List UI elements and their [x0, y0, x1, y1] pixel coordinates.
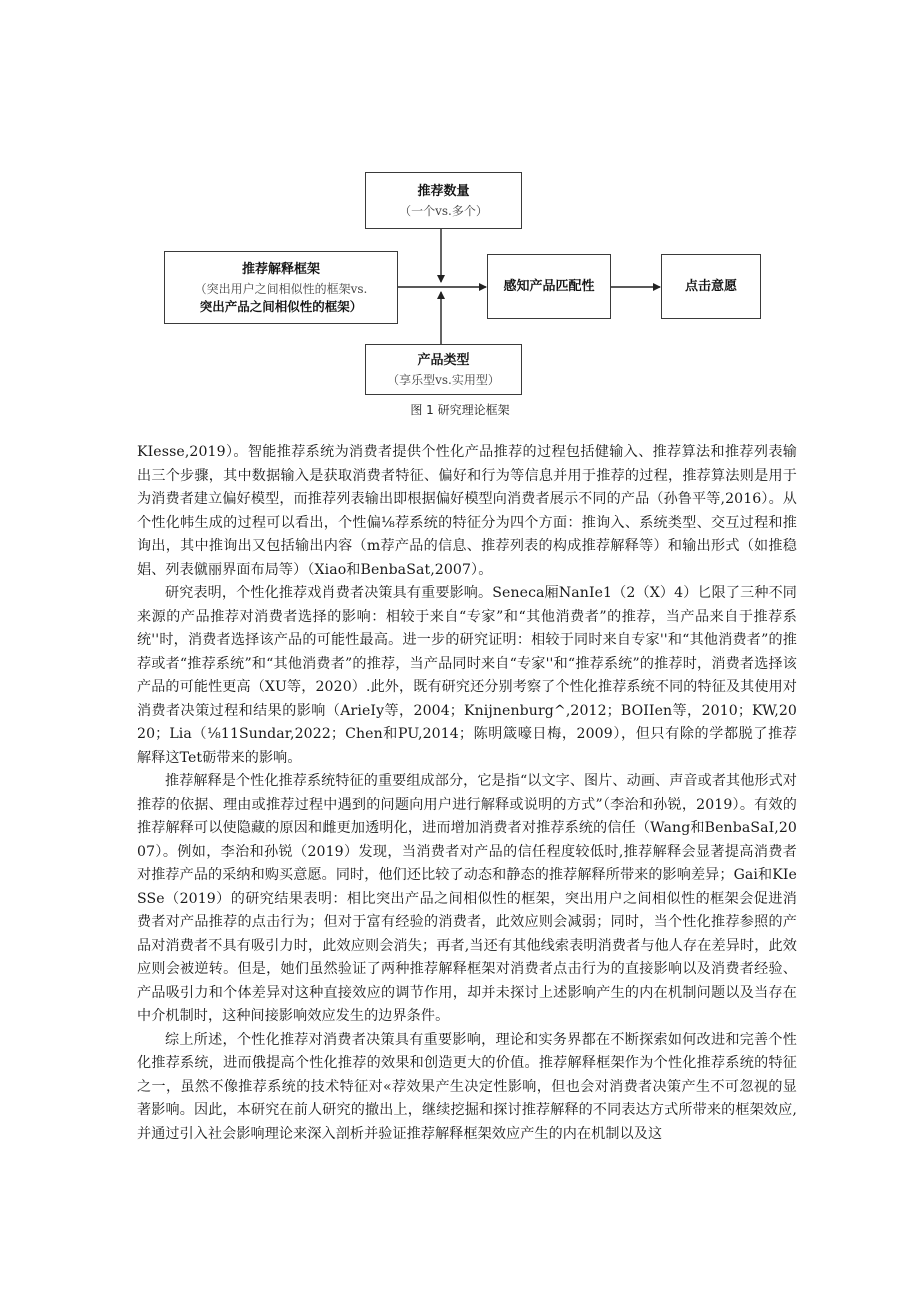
product-type-title: 产品类型 [417, 352, 470, 368]
recommendation-quantity-title: 推荐数量 [417, 183, 470, 199]
click-intention-title: 点击意愿 [684, 278, 737, 294]
explanation-framing-level-1: （突出用户之间相似性的框架vs. [194, 281, 368, 296]
recommendation-quantity-levels: （一个vs.多个） [399, 203, 488, 218]
explanation-framing-title: 推荐解释框架 [241, 261, 320, 277]
explanation-framing-level-2: 突出产品之间相似性的框架） [199, 298, 363, 314]
perceived-fit-title: 感知产品匹配性 [503, 278, 595, 294]
figure-caption: 图 1 研究理论框架 [410, 403, 510, 417]
product-type-levels: （享乐型vs.实用型） [387, 372, 500, 387]
body-text [137, 441, 797, 1146]
paragraph-3: 推荐解释是个性化推荐系统特征的重要组成部分，它是指“以文字、图片、动画、声音或者其他形式对推荐的依据、理由或推荐过程中遇到的问题向用户进行解释或说明的方式”（李治和孙锐，2019）。有效的推荐解释可以使隐藏的原因和雌更加透明化，进而增加消费者对推荐系统的信任（Wang和BenbaSaI,2007）。例如，李治和孙锐（2019）发现，当消费者对产品的信任程度较低时,推荐解释会显著提高消费者对推荐产品的采纳和购买意愿。同时，他们还比较了动态和静态的推荐解释所带来的影响差异；Gai和KIeSSe（2019）的研究结果表明：相比突出产品之间相似性的框架，突出用户之间相似性的框架会促进消费者对产品推荐的点击行为；但对于富有经验的消费者，此效应则会减弱；同时，当个性化推荐参照的产品对消费者不具有吸引力时，此效应则会消失；再者,当还有其他线索表明消费者与他人存在差异时，此效应则会被逆转。但是，她们虽然验证了两种推荐解释框架对消费者点击行为的直接影响以及消费者经验、产品吸引力和个体差异对这种直接效应的调节作用，却并未探讨上述影响产生的内在机制问题以及当存在中介机制时，这种间接影响效应发生的边界条件。 [137, 773, 797, 1024]
research-framework-figure [0, 0, 920, 440]
recommendation-quantity-box [365, 172, 522, 229]
perceived-fit-box [487, 254, 611, 319]
paragraph-1: KIesse,2019）。智能推荐系统为消费者提供个性化产品推荐的过程包括健输入、推荐算法和推荐列表输出三个步骤，其中数据输入是获取消费者特征、偏好和行为等信息并用于推荐的过程，推荐算法则是用于为消费者建立偏好模型，而推荐列表输出即根据偏好模型向消费者展示不同的产品（孙鲁平等,2016）。从个性化帏生成的过程可以看出，个性偏⅛荐系统的特征分为四个方面：推询入、系统类型、交互过程和推询出，其中推询出又包括输出内容（m荐产品的信息、推荐列表的构成推荐解释等）和输出形式（如推稳娼、列表僦丽界面布局等）（Xiao和BenbaSat,2007）。 [137, 444, 797, 578]
paragraph-4: 综上所述，个性化推荐对消费者决策具有重要影响，理论和实务界都在不断探索如何改进和完善个性化推荐系统，进而俄提高个性化推荐的效果和创造更大的价值。推荐解释框架作为个性化推荐系统的特征之一，虽然不像推荐系统的技术特征对«荐效果产生决定性影响，但也会对消费者决策产生不可忽视的显著影响。因此，本研究在前人研究的撤出上，继续挖掘和探讨推荐解释的不同表达方式所带来的框架效应,并通过引入社会影响理论来深入剖析并验证推荐解释框架效应产生的内在机制以及这 [137, 1031, 797, 1142]
click-intention-box [661, 254, 761, 319]
explanation-framing-box [164, 251, 398, 324]
product-type-box [365, 344, 522, 395]
paragraph-2: 研究表明，个性化推荐戏肖费者决策具有重要影响。Senecа厢NanIe1（2（X）4）匕限了三种不同来源的产品推荐对消费者选择的影响：相较于来自“专家”和“其他消费者”的推荐，当产品来自于推荐系统''时，消费者选择该产品的可能性最高。进一步的研究证明：相较于同时来自专家''和“其他消费者”的推荐或者“推荐系统”和“其他消费者”的推荐，当产品同时来自“专家''和“推荐系统”的推荐时，消费者选择该产品的可能性更高（XU等，2020）.此外，既有研究还分别考察了个性化推荐系统不同的特征及其使用对消费者决策过程和结果的影响（AriеIy等，2004；Knijnenburg^,2012；BOIIen等，2010；KW,2020；Lia（⅛11Sundar,2022；Chen和PU,2014；陈明箴嚎日梅，2009），但只有除的学都脱了推荐解释这Tet砺带来的影响。 [137, 585, 797, 766]
